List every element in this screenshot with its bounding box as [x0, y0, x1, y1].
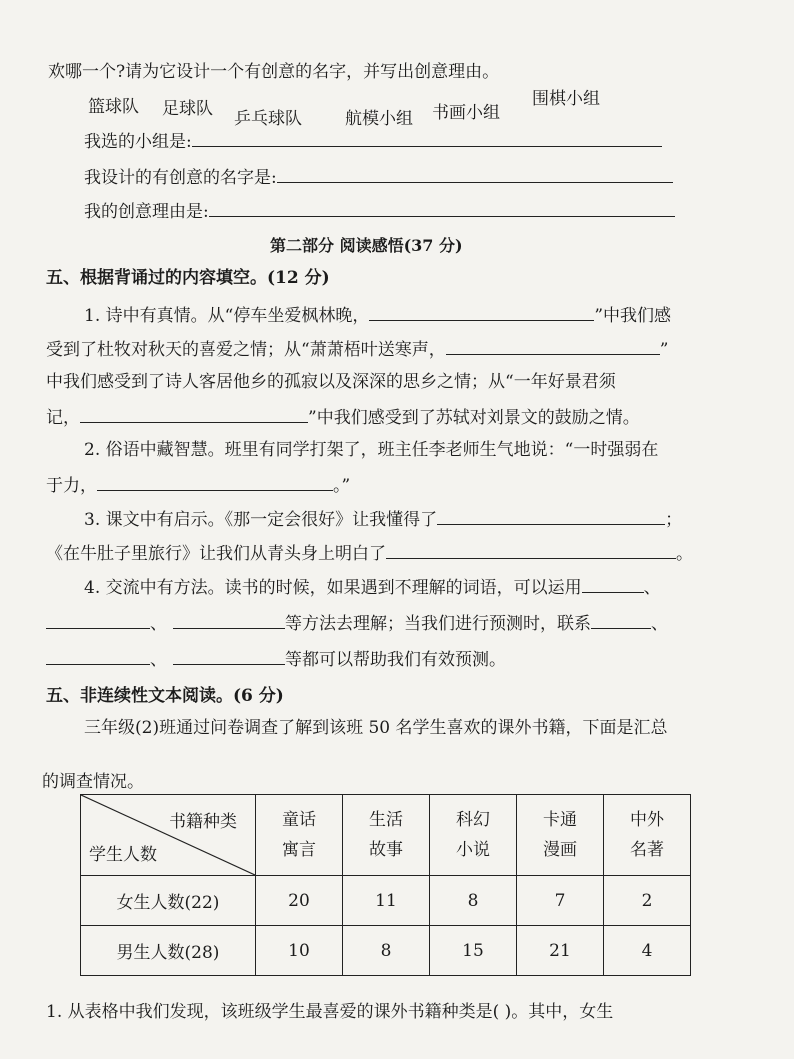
group-option: 书画小组 [432, 103, 500, 123]
header-cell: 中外 名著 [604, 795, 691, 876]
predict-blank-1[interactable] [591, 610, 651, 629]
corner-top-label: 书籍种类 [169, 812, 237, 832]
survey-table [80, 794, 691, 976]
q5-item3-line1: 3. 课文中有启示。《那一定会很好》让我懂得了 ； [84, 506, 682, 532]
method-blank-2[interactable] [46, 610, 150, 629]
chosen-group-prompt: 我选的小组是: [84, 128, 662, 154]
q5-item3-line2: 《在牛肚子里旅行》让我们从青头身上明白了 。 [46, 540, 693, 566]
table-cell: 10 [256, 926, 343, 976]
designed-name-prompt: 我设计的有创意的名字是: [84, 164, 673, 190]
table-cell: 8 [430, 876, 517, 926]
table-corner-cell [81, 795, 256, 876]
group-option: 篮球队 [88, 97, 139, 117]
q5-item2-line1: 2. 俗语中藏智慧。班里有同学打架了，班主任李老师生气地说：“一时强弱在 [84, 440, 659, 460]
header-cell: 生活 故事 [343, 795, 430, 876]
header-cell: 卡通 漫画 [517, 795, 604, 876]
poem-blank-2[interactable] [446, 336, 660, 355]
corner-bottom-label: 学生人数 [89, 845, 157, 865]
header-cell: 童话 寓言 [256, 795, 343, 876]
table-cell: 4 [604, 926, 691, 976]
lesson-blank-2[interactable] [386, 540, 676, 559]
predict-blank-3[interactable] [173, 646, 285, 665]
method-blank-1[interactable] [582, 574, 644, 593]
q5-item1-line1: 1. 诗中有真情。从“停车坐爱枫林晚， ”中我们感 [84, 302, 671, 328]
q5-title: 五、根据背诵过的内容填空。(12 分) [46, 268, 330, 288]
table-cell: 21 [517, 926, 604, 976]
q5-item4-line1: 4. 交流中有方法。读书的时候，如果遇到不理解的词语，可以运用 、 [84, 574, 661, 600]
reason-blank[interactable] [209, 198, 675, 217]
designed-name-blank[interactable] [277, 164, 673, 183]
q5-item1-line4: 记， ”中我们感受到了苏轼对刘景文的鼓励之情。 [46, 404, 640, 430]
group-option: 围棋小组 [532, 89, 600, 109]
table-cell: 11 [343, 876, 430, 926]
table-cell: 15 [430, 926, 517, 976]
table-cell: 2 [604, 876, 691, 926]
header-cell: 科幻 小说 [430, 795, 517, 876]
chosen-group-blank[interactable] [192, 128, 662, 147]
table-header-row [81, 795, 691, 876]
table-cell: 20 [256, 876, 343, 926]
poem-blank-1[interactable] [369, 302, 594, 321]
group-option: 乒乓球队 [234, 109, 302, 129]
proverb-blank[interactable] [97, 472, 333, 491]
reason-prompt: 我的创意理由是: [84, 198, 675, 224]
method-blank-3[interactable] [173, 610, 285, 629]
table-row [81, 926, 691, 976]
intro-line: 欢哪一个?请为它设计一个有创意的名字，并写出创意理由。 [48, 62, 500, 82]
q5-item4-line2: 、 等方法去理解；当我们进行预测时，联系 、 [46, 610, 668, 636]
lesson-blank-1[interactable] [437, 506, 665, 525]
row-label: 男生人数(28) [81, 926, 256, 976]
q5b-desc-line1: 三年级(2)班通过问卷调查了解到该班 50 名学生喜欢的课外书籍，下面是汇总 [84, 718, 668, 738]
group-option: 航模小组 [345, 109, 413, 129]
q5-item1-line2: 受到了杜牧对秋天的喜爱之情；从“萧萧梧叶送寒声， ” [46, 336, 668, 362]
q5-item2-line2: 于力， 。” [46, 472, 350, 498]
group-option: 足球队 [162, 99, 213, 119]
q5b-question1: 1. 从表格中我们发现，该班级学生最喜爱的课外书籍种类是( )。其中，女生 [46, 1002, 614, 1022]
row-label: 女生人数(22) [81, 876, 256, 926]
q5b-desc-line2: 的调查情况。 [42, 772, 144, 792]
q5-item1-line3: 中我们感受到了诗人客居他乡的孤寂以及深深的思乡之情；从“一年好景君须 [46, 372, 616, 392]
q5b-title: 五、非连续性文本阅读。(6 分) [46, 686, 284, 706]
q5-item4-line3: 、 等都可以帮助我们有效预测。 [46, 646, 506, 672]
table-cell: 7 [517, 876, 604, 926]
part2-title: 第二部分 阅读感悟(37 分) [270, 236, 463, 255]
table-row [81, 876, 691, 926]
predict-blank-2[interactable] [46, 646, 150, 665]
poem-blank-3[interactable] [80, 404, 308, 423]
table-cell: 8 [343, 926, 430, 976]
